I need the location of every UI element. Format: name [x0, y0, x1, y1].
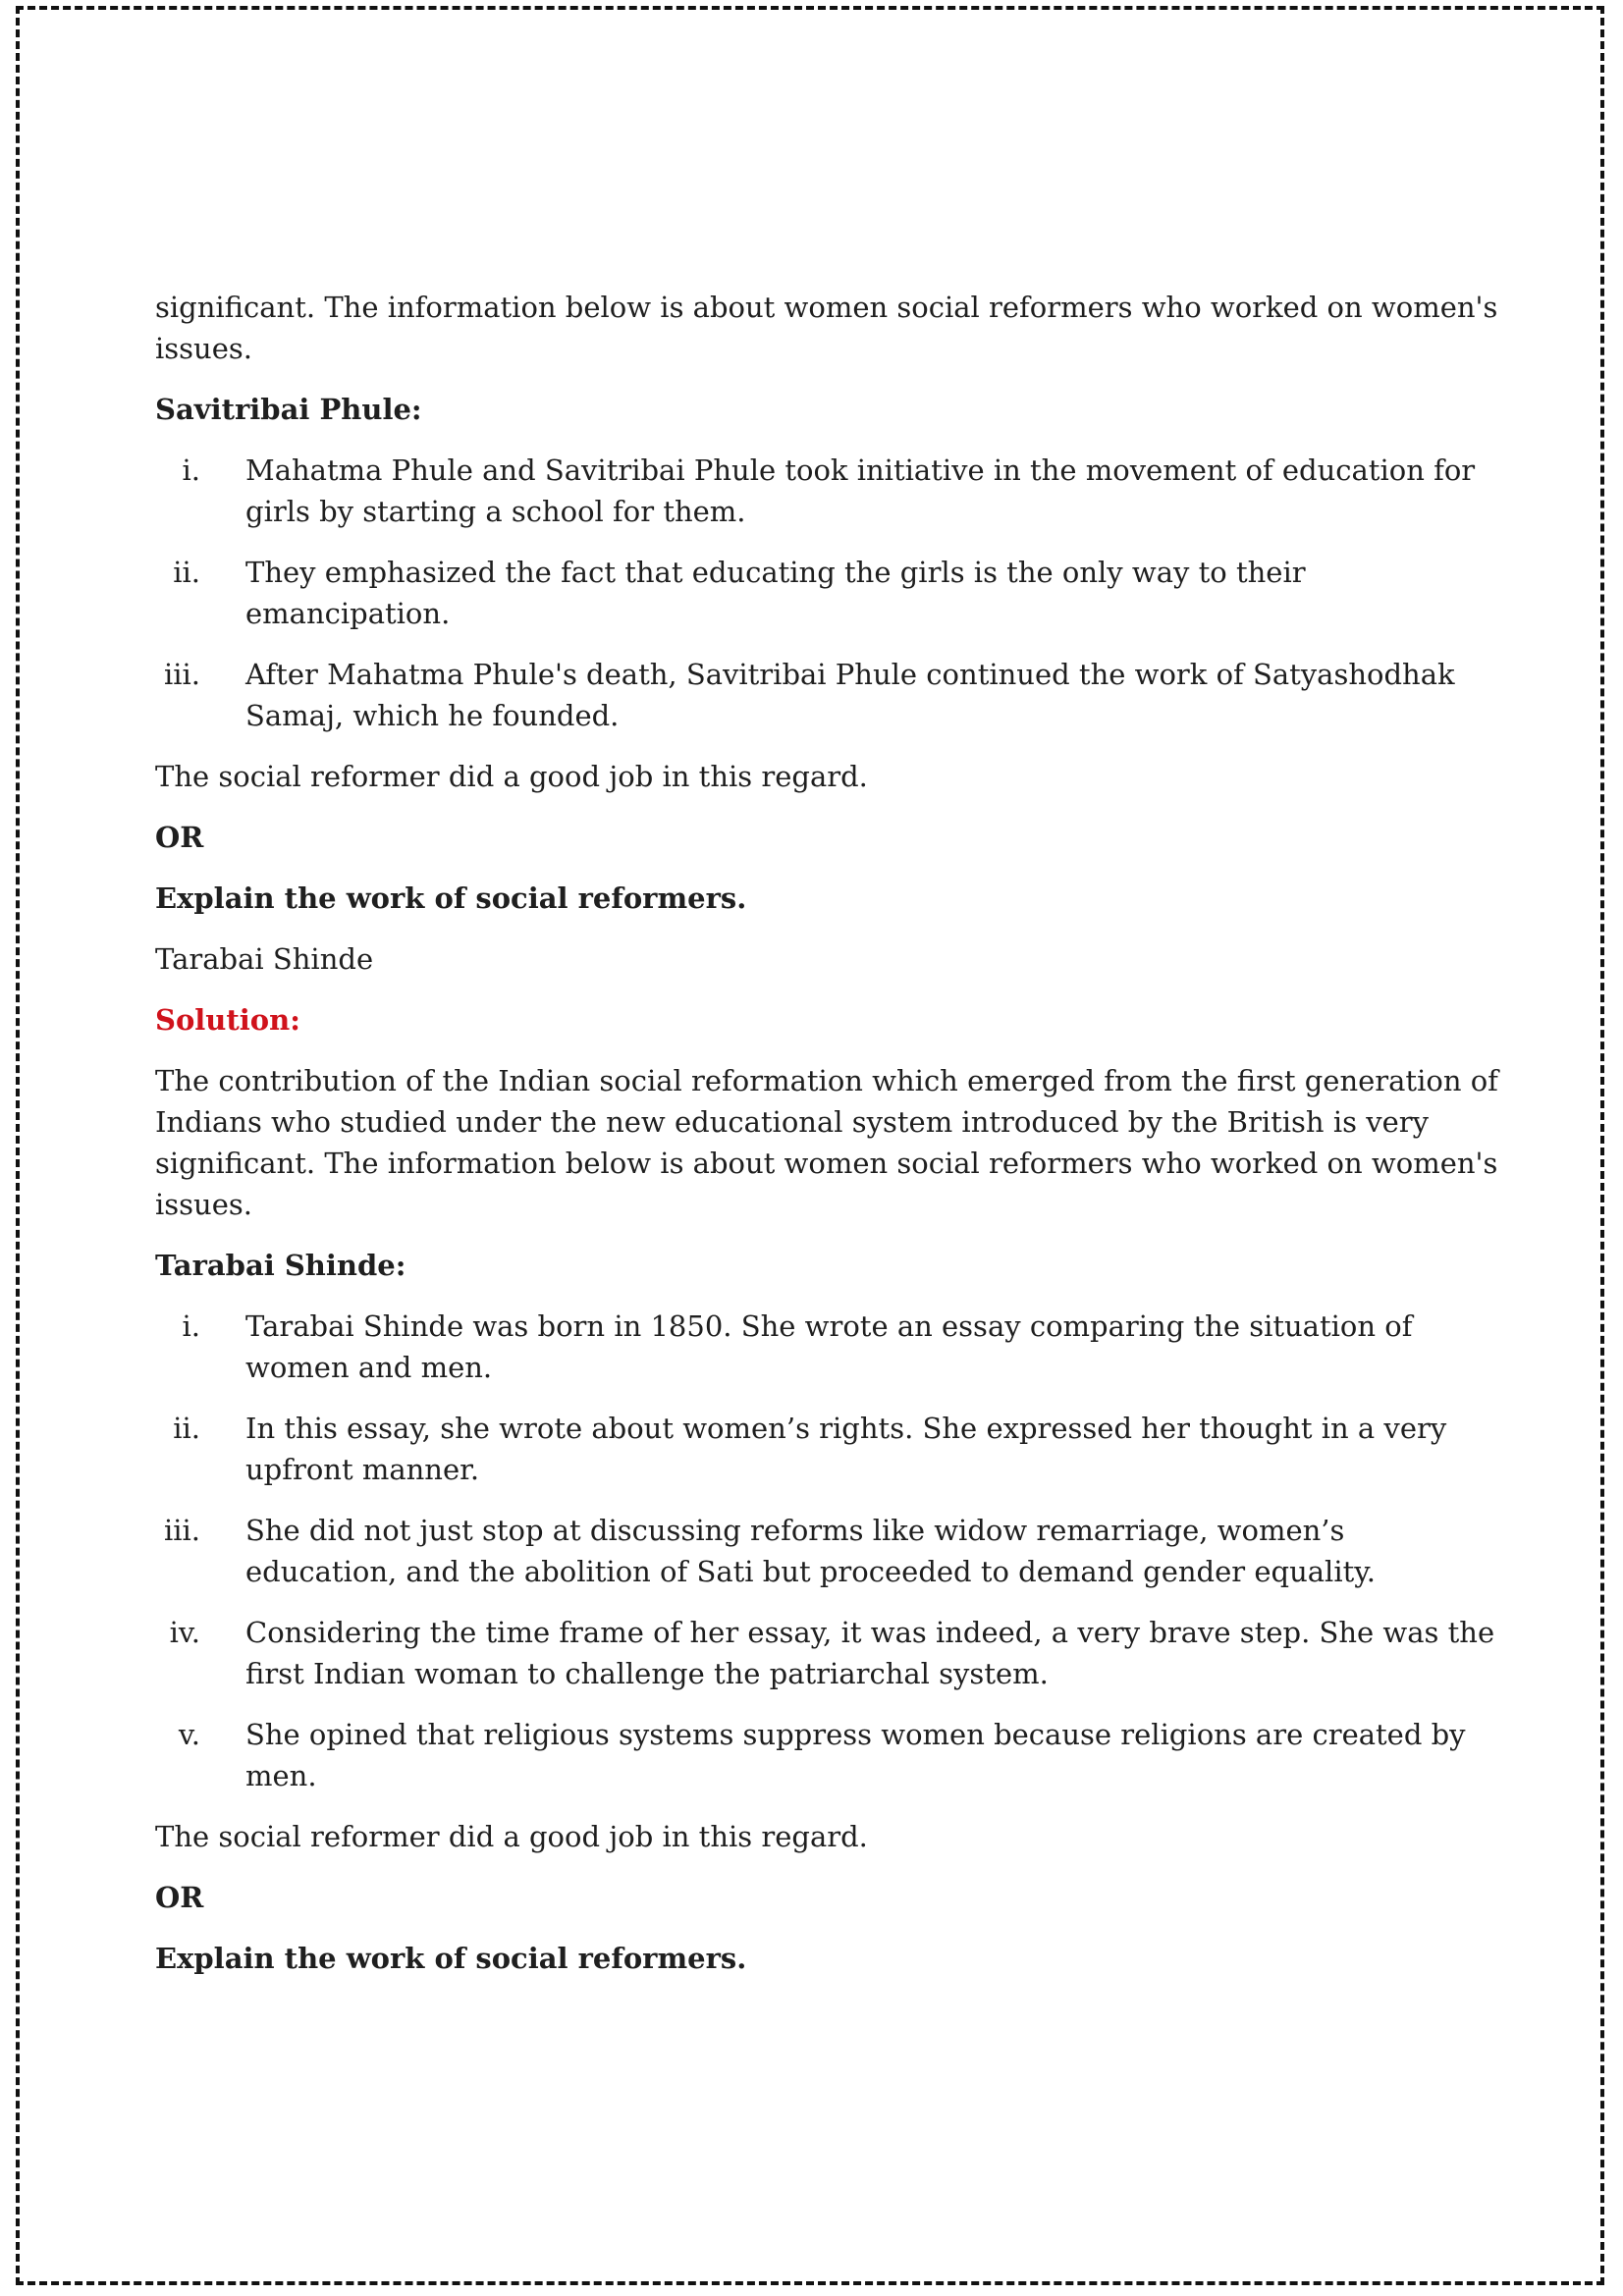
list-item-text: Mahatma Phule and Savitribai Phule took initiative in the movement of education for girls by starting a school for them. — [245, 454, 1476, 528]
list-number: iii. — [163, 658, 200, 691]
or-separator: OR — [155, 1881, 204, 1914]
list-item-text: After Mahatma Phule's death, Savitribai Phule continued the work of Satyashodhak Samaj, which he founded. — [245, 658, 1455, 732]
section-heading-savitribai: Savitribai Phule: — [155, 393, 422, 426]
list-item — [155, 1714, 1500, 1796]
list-item-text: Considering the time frame of her essay, it was indeed, a very brave step. She was the first Indian woman to challenge the patriarchal system. — [245, 1616, 1495, 1690]
list-item — [155, 552, 1500, 634]
list-number: ii. — [173, 1412, 200, 1445]
list-item-text: She did not just stop at discussing reforms like widow remarriage, women’s education, and the abolition of Sati but proceeded to demand gender equality. — [245, 1514, 1376, 1588]
question-text: Explain the work of social reformers. — [155, 881, 747, 915]
list-item — [155, 654, 1500, 736]
list-item — [155, 1408, 1500, 1490]
document-body — [155, 287, 1500, 1999]
or-separator: OR — [155, 821, 204, 854]
list-item — [155, 1306, 1500, 1388]
list-number: iv. — [169, 1616, 200, 1649]
list-item-text: In this essay, she wrote about women’s rights. She expressed her thought in a very upfront manner. — [245, 1412, 1447, 1486]
list-number: iii. — [163, 1514, 200, 1547]
intro-paragraph: significant. The information below is about women social reformers who worked on women's issues. — [155, 291, 1498, 365]
section-heading-tarabai: Tarabai Shinde: — [155, 1249, 406, 1282]
solution-intro-paragraph: The contribution of the Indian social reformation which emerged from the first generation of Indians who studied under the new educational system introduced by the British is very significant. The information below is about women social reformers who worked on women's issues. — [155, 1064, 1498, 1221]
list-number: v. — [178, 1718, 200, 1751]
solution-label: Solution: — [155, 1003, 300, 1037]
tarabai-points-list — [155, 1306, 1500, 1796]
list-number: i. — [182, 1309, 200, 1343]
list-number: ii. — [173, 556, 200, 589]
list-item-text: She opined that religious systems suppress women because religions are created by men. — [245, 1718, 1466, 1792]
savitribai-points-list — [155, 450, 1500, 736]
list-number: i. — [182, 454, 200, 487]
list-item — [155, 1510, 1500, 1592]
list-item — [155, 1612, 1500, 1694]
question-text: Explain the work of social reformers. — [155, 1942, 747, 1975]
list-item-text: Tarabai Shinde was born in 1850. She wrote an essay comparing the situation of women and men. — [245, 1309, 1413, 1384]
question-option: Tarabai Shinde — [155, 942, 374, 976]
list-item-text: They emphasized the fact that educating the girls is the only way to their emancipation. — [245, 556, 1306, 630]
list-item — [155, 450, 1500, 532]
conclusion-paragraph: The social reformer did a good job in this regard. — [155, 760, 868, 793]
conclusion-paragraph: The social reformer did a good job in this regard. — [155, 1820, 868, 1853]
